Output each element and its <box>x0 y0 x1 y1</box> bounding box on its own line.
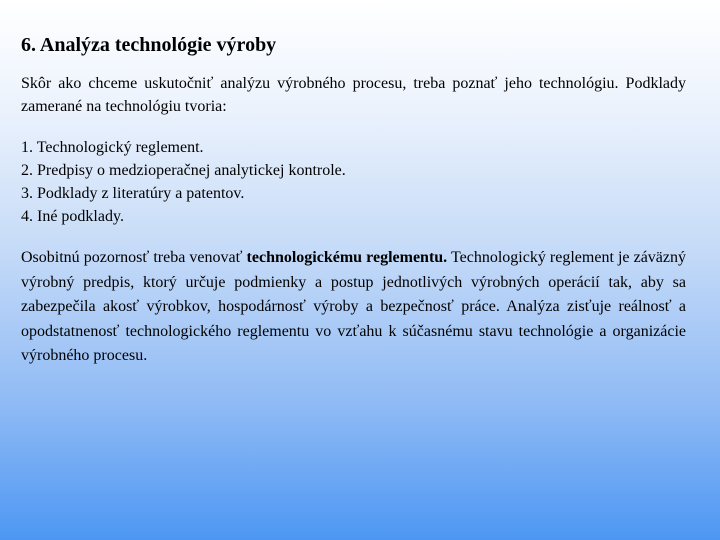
paragraph-lead-text: Osobitnú pozornosť treba venovať <box>21 249 247 266</box>
slide-content <box>21 31 686 369</box>
list-item: 4. Iné podklady. <box>21 208 124 225</box>
intro-paragraph: Skôr ako chceme uskutočniť analýzu výrobného procesu, treba poznať jeho technológiu. Podklady zamerané na technológiu tvoria: <box>21 75 686 115</box>
reglement-paragraph <box>21 246 686 369</box>
document-list <box>21 136 686 228</box>
emphasized-term: technologickému reglementu. <box>246 249 448 266</box>
list-item: 1. Technologický reglement. <box>21 139 204 156</box>
slide-title: 6. Analýza technológie výroby <box>21 34 277 56</box>
paragraph-body-text: Technologický reglement je záväzný výrobný predpis, ktorý určuje podmienky a postup jednotlivých výrobných operácií tak, aby sa zabezpečila akosť výrobkov, hospodárnosť výroby a bezpečnosť práce. Analýza zisťuje reálnosť a opodstatnenosť technologického reglementu vo vzťahu k súčasnému stavu technológie a organizácie výrobného procesu. <box>21 249 687 364</box>
list-item: 3. Podklady z literatúry a patentov. <box>21 185 245 202</box>
list-item: 2. Predpisy o medzioperačnej analytickej kontrole. <box>21 162 346 179</box>
